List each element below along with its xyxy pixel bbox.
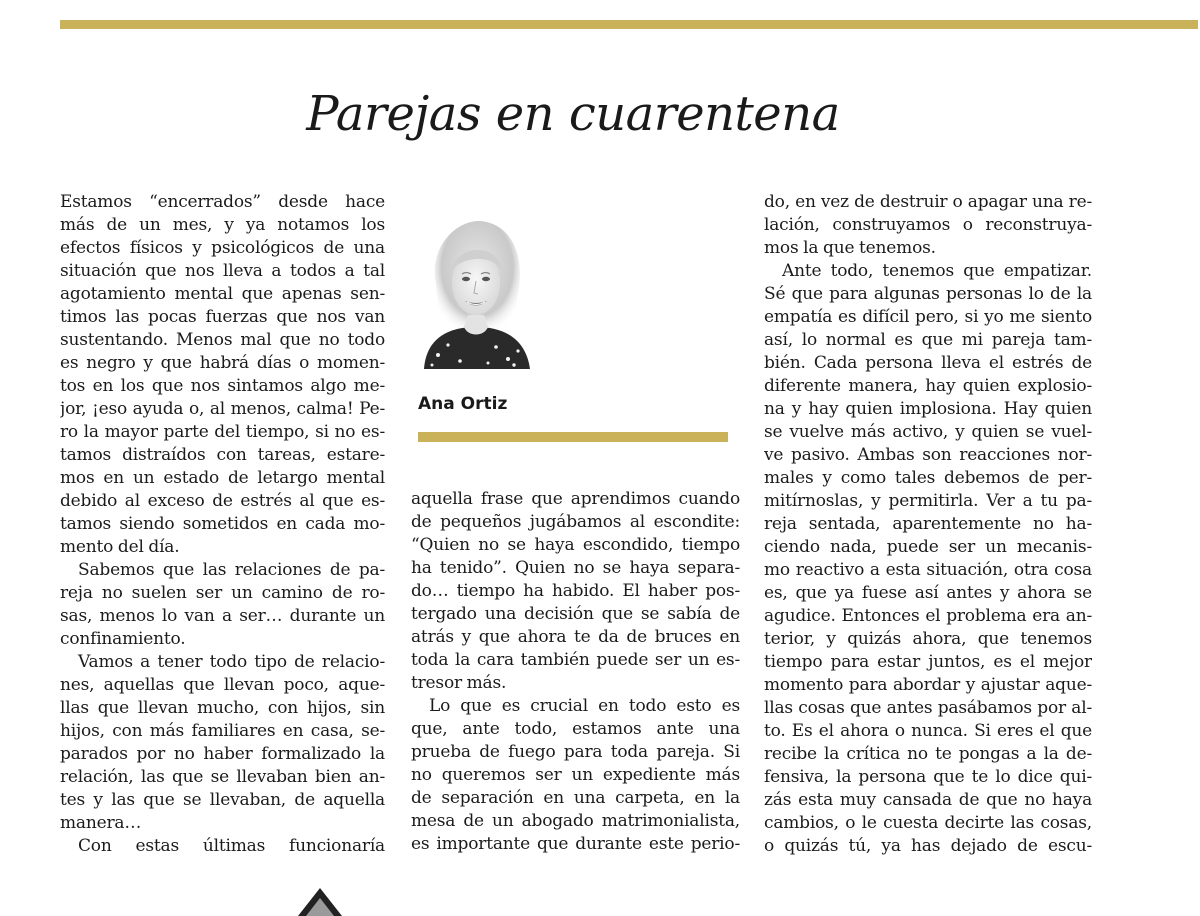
text-line: Vamos a tener todo tipo de relacio- [78,652,385,672]
text-line: de pequeños jugábamos al escondite: [411,512,740,532]
text-line: relación, las que se llevaban bien an- [60,767,385,787]
text-line: es negro y que habrá días o momen- [60,353,385,373]
text-line: terior, y quizás ahora, que tenemos [764,629,1092,649]
text-line: Con estas últimas funcionaría [78,836,385,856]
text-line: diferente manera, hay quien explosio- [764,376,1092,396]
text-line: mento del día. [60,537,180,557]
text-line: parados por no haber formalizado la [60,744,385,764]
text-line: de separación en una carpeta, en la [411,788,740,808]
text-line: zás esta muy cansada de que no haya [764,790,1092,810]
top-accent-rule [60,20,1198,29]
text-line: bién. Cada persona lleva el estrés de [764,353,1092,373]
text-line: momento para abordar y ajustar aque- [764,675,1092,695]
text-line: mesa de un abogado matrimonialista, [411,811,740,831]
text-line: sas, menos lo van a ser… durante un [60,606,385,626]
article-column-3 [764,191,1092,858]
text-line: confinamiento. [60,629,186,649]
text-line: jor, ¡eso ayuda o, al menos, calma! Pe- [60,399,385,419]
text-line: aquella frase que aprendimos cuando [411,489,740,509]
text-line: así, lo normal es que mi pareja tam- [764,330,1092,350]
text-line: que, ante todo, estamos ante una [411,719,740,739]
text-line: timos las pocas fuerzas que nos van [60,307,385,327]
text-line: no queremos ser un expediente más [411,765,740,785]
text-line: do, en vez de destruir o apagar una re- [764,192,1092,212]
text-line: do… tiempo ha habido. El haber pos- [411,581,740,601]
text-line: fensiva, la persona que te lo dice qui- [764,767,1092,787]
article-headline: Parejas en cuarentena [306,86,840,142]
text-line: o quizás tú, ya has dejado de escu- [764,836,1092,856]
text-line: mitírnoslas, y permitirla. Ver a tu pa- [764,491,1092,511]
text-line: es, que ya fuese así antes y ahora se [764,583,1092,603]
text-line: más de un mes, y ya notamos los [60,215,385,235]
text-line: lación, construyamos o reconstruya- [764,215,1092,235]
article-column-2 [411,488,740,856]
text-line: llas cosas que antes pasábamos por al- [764,698,1092,718]
author-portrait [418,215,534,369]
text-line: cambios, o le cuesta decirte las cosas, [764,813,1092,833]
text-line: efectos físicos y psicológicos de una [60,238,385,258]
text-line: tamos siendo sometidos en cada mo- [60,514,385,534]
text-line: recibe la crítica no te pongas a la de- [764,744,1092,764]
author-byline: Ana Ortiz [418,394,508,414]
text-line: agudice. Entonces el problema era an- [764,606,1092,626]
text-line: Ante todo, tenemos que empatizar. [782,261,1092,281]
text-line: males y como tales debemos de per- [764,468,1092,488]
text-line: llas que llevan mucho, con hijos, sin [60,698,385,718]
text-line: situación que nos lleva a todos a tal [60,261,385,281]
text-line: agotamiento mental que apenas sen- [60,284,385,304]
text-line: Sé que para algunas personas lo de la [764,284,1092,304]
text-line: atrás y que ahora te da de bruces en [411,627,740,647]
text-line: “Quien no se haya escondido, tiempo [411,535,740,555]
text-line: nes, aquellas que llevan poco, aque- [60,675,385,695]
text-line: debido al exceso de estrés al que es- [60,491,385,511]
text-line: manera… [60,813,142,833]
text-line: Sabemos que las relaciones de pa- [78,560,385,580]
text-line: tergado una decisión que se sabía de [411,604,740,624]
text-line: tos en los que nos sintamos algo me- [60,376,385,396]
text-line: es importante que durante este perio- [411,834,740,854]
text-line: mo reactivo a esta situación, otra cosa [764,560,1092,580]
article-column-1 [60,191,385,858]
text-line: to. Es el ahora o nunca. Si eres el que [764,721,1092,741]
text-line: empatía es difícil pero, si yo me siento [764,307,1092,327]
text-line: tes y las que se llevaban, de aquella [60,790,385,810]
text-line: se vuelve más activo, y quien se vuel- [764,422,1092,442]
text-line: reja sentada, aparentemente no ha- [764,514,1092,534]
text-line: ciendo nada, puede ser un mecanis- [764,537,1092,557]
author-accent-rule [418,432,728,442]
text-line: Lo que es crucial en todo esto es [429,696,740,716]
text-line: mos en un estado de letargo mental [60,468,385,488]
text-line: ha tenido”. Quien no se haya separa- [411,558,740,578]
text-line: tresor más. [411,673,507,693]
text-line: toda la cara también puede ser un es- [411,650,740,670]
text-line: Estamos “encerrados” desde hace [60,192,385,212]
text-line: ve pasivo. Ambas son reacciones nor- [764,445,1092,465]
text-line: tiempo para estar juntos, es el mejor [764,652,1092,672]
text-line: hijos, con más familiares en casa, se- [60,721,385,741]
text-line: na y hay quien implosiona. Hay quien [764,399,1092,419]
text-line: tamos distraídos con tareas, estare- [60,445,385,465]
text-line: mos la que tenemos. [764,238,936,258]
text-line: reja no suelen ser un camino de ro- [60,583,385,603]
page-edge-ornament [290,884,350,916]
text-line: sustentando. Menos mal que no todo [60,330,385,350]
text-line: ro la mayor parte del tiempo, si no es- [60,422,385,442]
text-line: prueba de fuego para toda pareja. Si [411,742,740,762]
